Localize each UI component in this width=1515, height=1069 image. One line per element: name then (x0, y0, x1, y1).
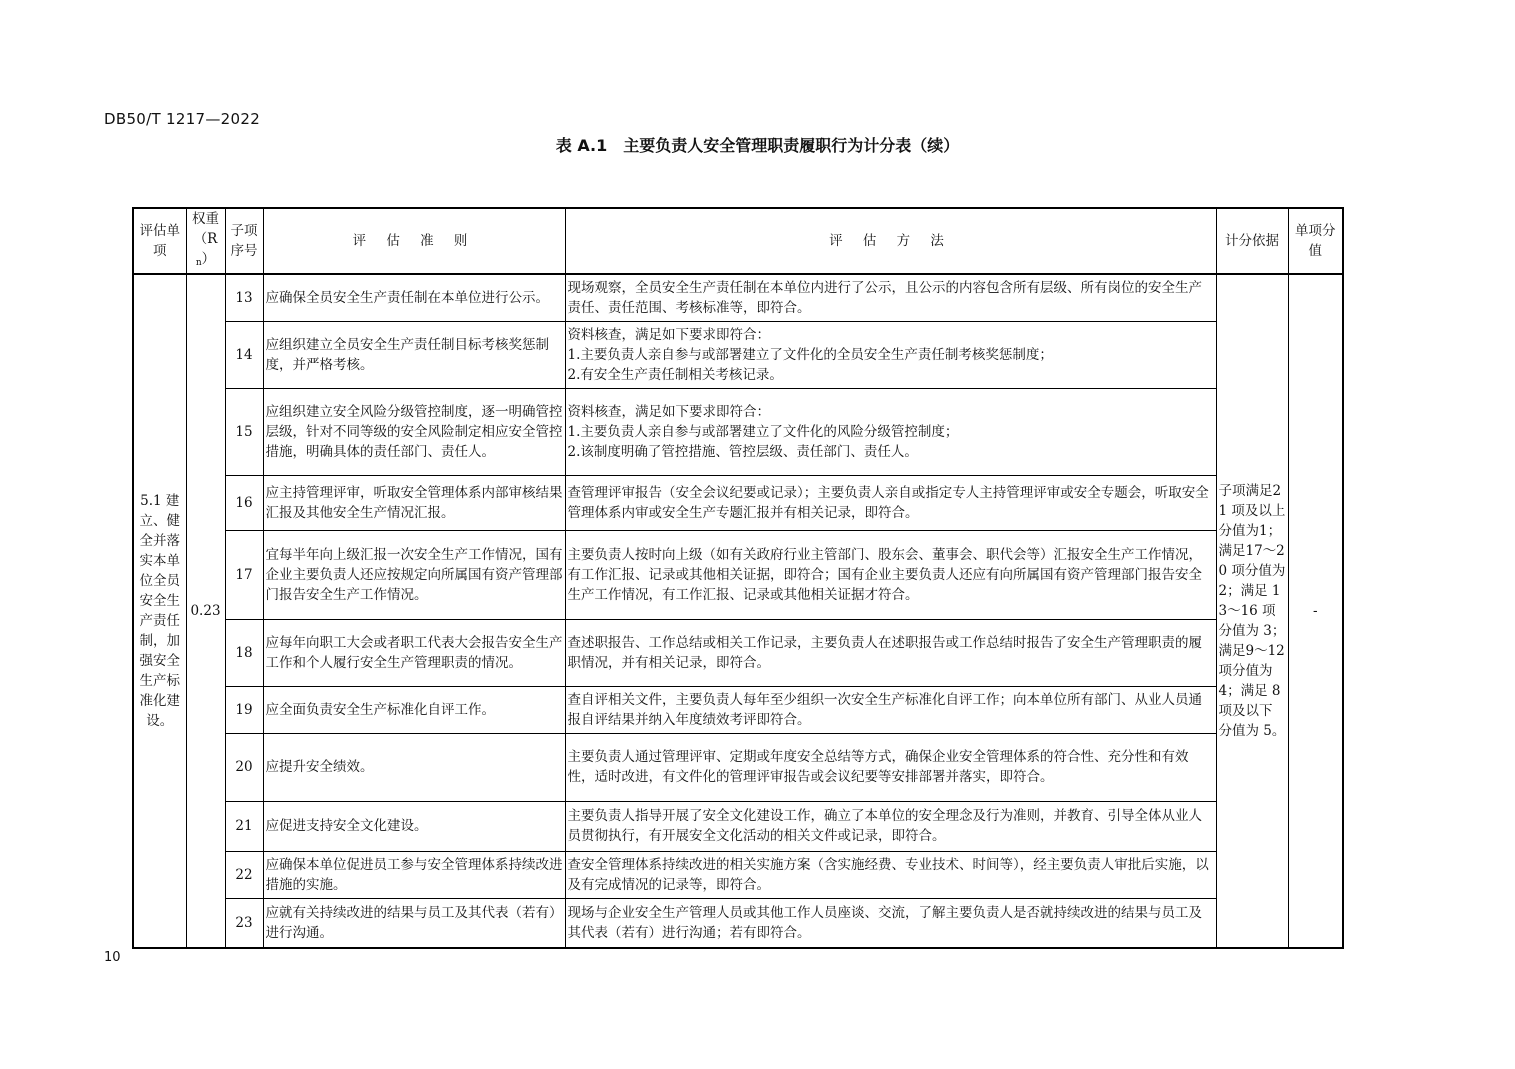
method-cell: 主要负责人按时向上级（如有关政府行业主管部门、股东会、董事会、职代会等）汇报安全生产工作情况，有工作汇报、记录或其他相关证据，即符合；国有企业主要负责人还应有向所属国有资产管理部门报告安全生产工作情况，有工作汇报、记录或其他相关证据才符合。 (565, 530, 1216, 619)
method-cell: 主要负责人指导开展了安全文化建设工作，确立了本单位的安全理念及行为准则，并教育、引导全体从业人员贯彻执行，有开展安全文化活动的相关文件或记录，即符合。 (565, 801, 1216, 851)
table-row (133, 321, 1343, 388)
method-cell: 主要负责人通过管理评审、定期或年度安全总结等方式，确保企业安全管理体系的符合性、充分性和有效性，适时改进，有文件化的管理评审报告或会议纪要等安排部署并落实，即符合。 (565, 733, 1216, 801)
method-cell: 查管理评审报告（安全会议纪要或记录）；主要负责人亲自或指定专人主持管理评审或安全专题会，听取安全管理体系内审或安全生产专题汇报并有相关记录，即符合。 (565, 475, 1216, 530)
seq-cell: 16 (225, 475, 263, 530)
seq-cell: 20 (225, 733, 263, 801)
criteria-cell: 应就有关持续改进的结果与员工及其代表（若有）进行沟通。 (263, 898, 565, 948)
table-row (133, 898, 1343, 948)
assessment-item-cell: 5.1 建立、健全并落实本单位全员安全生产责任制，加强安全生产标准化建设。 (133, 274, 186, 948)
table-row (133, 619, 1343, 686)
method-cell: 资料核查，满足如下要求即符合： 1.主要负责人亲自参与或部署建立了文件化的风险分级管控制度； 2.该制度明确了管控措施、管控层级、责任部门、责任人。 (565, 388, 1216, 475)
criteria-cell: 应促进支持安全文化建设。 (263, 801, 565, 851)
col-header-item: 评估单项 (133, 208, 186, 274)
col-header-method: 评 估 方 法 (565, 208, 1216, 274)
criteria-cell: 应提升安全绩效。 (263, 733, 565, 801)
document-id: DB50/T 1217—2022 (104, 110, 261, 128)
criteria-cell: 应主持管理评审，听取安全管理体系内部审核结果汇报及其他安全生产情况汇报。 (263, 475, 565, 530)
seq-cell: 18 (225, 619, 263, 686)
criteria-cell: 应确保本单位促进员工参与安全管理体系持续改进措施的实施。 (263, 851, 565, 898)
seq-cell: 21 (225, 801, 263, 851)
table-row (133, 686, 1343, 733)
table-header-row (133, 208, 1343, 274)
col-header-criteria: 评 估 准 则 (263, 208, 565, 274)
table-row (133, 801, 1343, 851)
col-header-basis: 计分依据 (1216, 208, 1288, 274)
col-header-weight: 权重（Rn） (186, 208, 225, 274)
method-cell: 查述职报告、工作总结或相关工作记录，主要负责人在述职报告或工作总结时报告了安全生产管理职责的履职情况，并有相关记录，即符合。 (565, 619, 1216, 686)
page-number: 10 (104, 950, 121, 965)
method-cell: 现场观察，全员安全生产责任制在本单位内进行了公示，且公示的内容包含所有层级、所有岗位的安全生产责任、责任范围、考核标准等，即符合。 (565, 274, 1216, 321)
criteria-cell: 应组织建立全员安全生产责任制目标考核奖惩制度，并严格考核。 (263, 321, 565, 388)
seq-cell: 13 (225, 274, 263, 321)
seq-cell: 22 (225, 851, 263, 898)
weight-cell: 0.23 (186, 274, 225, 948)
table-row (133, 388, 1343, 475)
criteria-cell: 应组织建立安全风险分级管控制度，逐一明确管控层级，针对不同等级的安全风险制定相应安全管控措施，明确具体的责任部门、责任人。 (263, 388, 565, 475)
seq-cell: 15 (225, 388, 263, 475)
seq-cell: 23 (225, 898, 263, 948)
seq-cell: 17 (225, 530, 263, 619)
col-header-score: 单项分值 (1288, 208, 1343, 274)
method-cell: 查自评相关文件，主要负责人每年至少组织一次安全生产标准化自评工作；向本单位所有部门、从业人员通报自评结果并纳入年度绩效考评即符合。 (565, 686, 1216, 733)
criteria-cell: 应全面负责安全生产标准化自评工作。 (263, 686, 565, 733)
table-row (133, 733, 1343, 801)
scoring-table (132, 207, 1344, 949)
method-cell: 查安全管理体系持续改进的相关实施方案（含实施经费、专业技术、时间等），经主要负责人审批后实施，以及有完成情况的记录等，即符合。 (565, 851, 1216, 898)
criteria-cell: 宜每半年向上级汇报一次安全生产工作情况，国有企业主要负责人还应按规定向所属国有资产管理部门报告安全生产工作情况。 (263, 530, 565, 619)
table-row (133, 851, 1343, 898)
method-cell: 现场与企业安全生产管理人员或其他工作人员座谈、交流，了解主要负责人是否就持续改进的结果与员工及其代表（若有）进行沟通；若有即符合。 (565, 898, 1216, 948)
table-row (133, 274, 1343, 321)
seq-cell: 19 (225, 686, 263, 733)
item-score-cell: - (1288, 274, 1343, 948)
scoring-basis-cell: 子项满足21 项及以上分值为1；满足17～20 项分值为 2；满足 13～16 项分值为 3；满足9～12 项分值为 4；满足 8 项及以下分值为 5。 (1216, 274, 1288, 948)
table-row (133, 530, 1343, 619)
table-row (133, 475, 1343, 530)
col-header-seq: 子项序号 (225, 208, 263, 274)
table-title: 表 A.1 主要负责人安全管理职责履职行为计分表（续） (555, 136, 960, 155)
table-body (133, 274, 1343, 948)
method-cell: 资料核查，满足如下要求即符合： 1.主要负责人亲自参与或部署建立了文件化的全员安全生产责任制考核奖惩制度； 2.有安全生产责任制相关考核记录。 (565, 321, 1216, 388)
criteria-cell: 应每年向职工大会或者职工代表大会报告安全生产工作和个人履行安全生产管理职责的情况。 (263, 619, 565, 686)
seq-cell: 14 (225, 321, 263, 388)
criteria-cell: 应确保全员安全生产责任制在本单位进行公示。 (263, 274, 565, 321)
